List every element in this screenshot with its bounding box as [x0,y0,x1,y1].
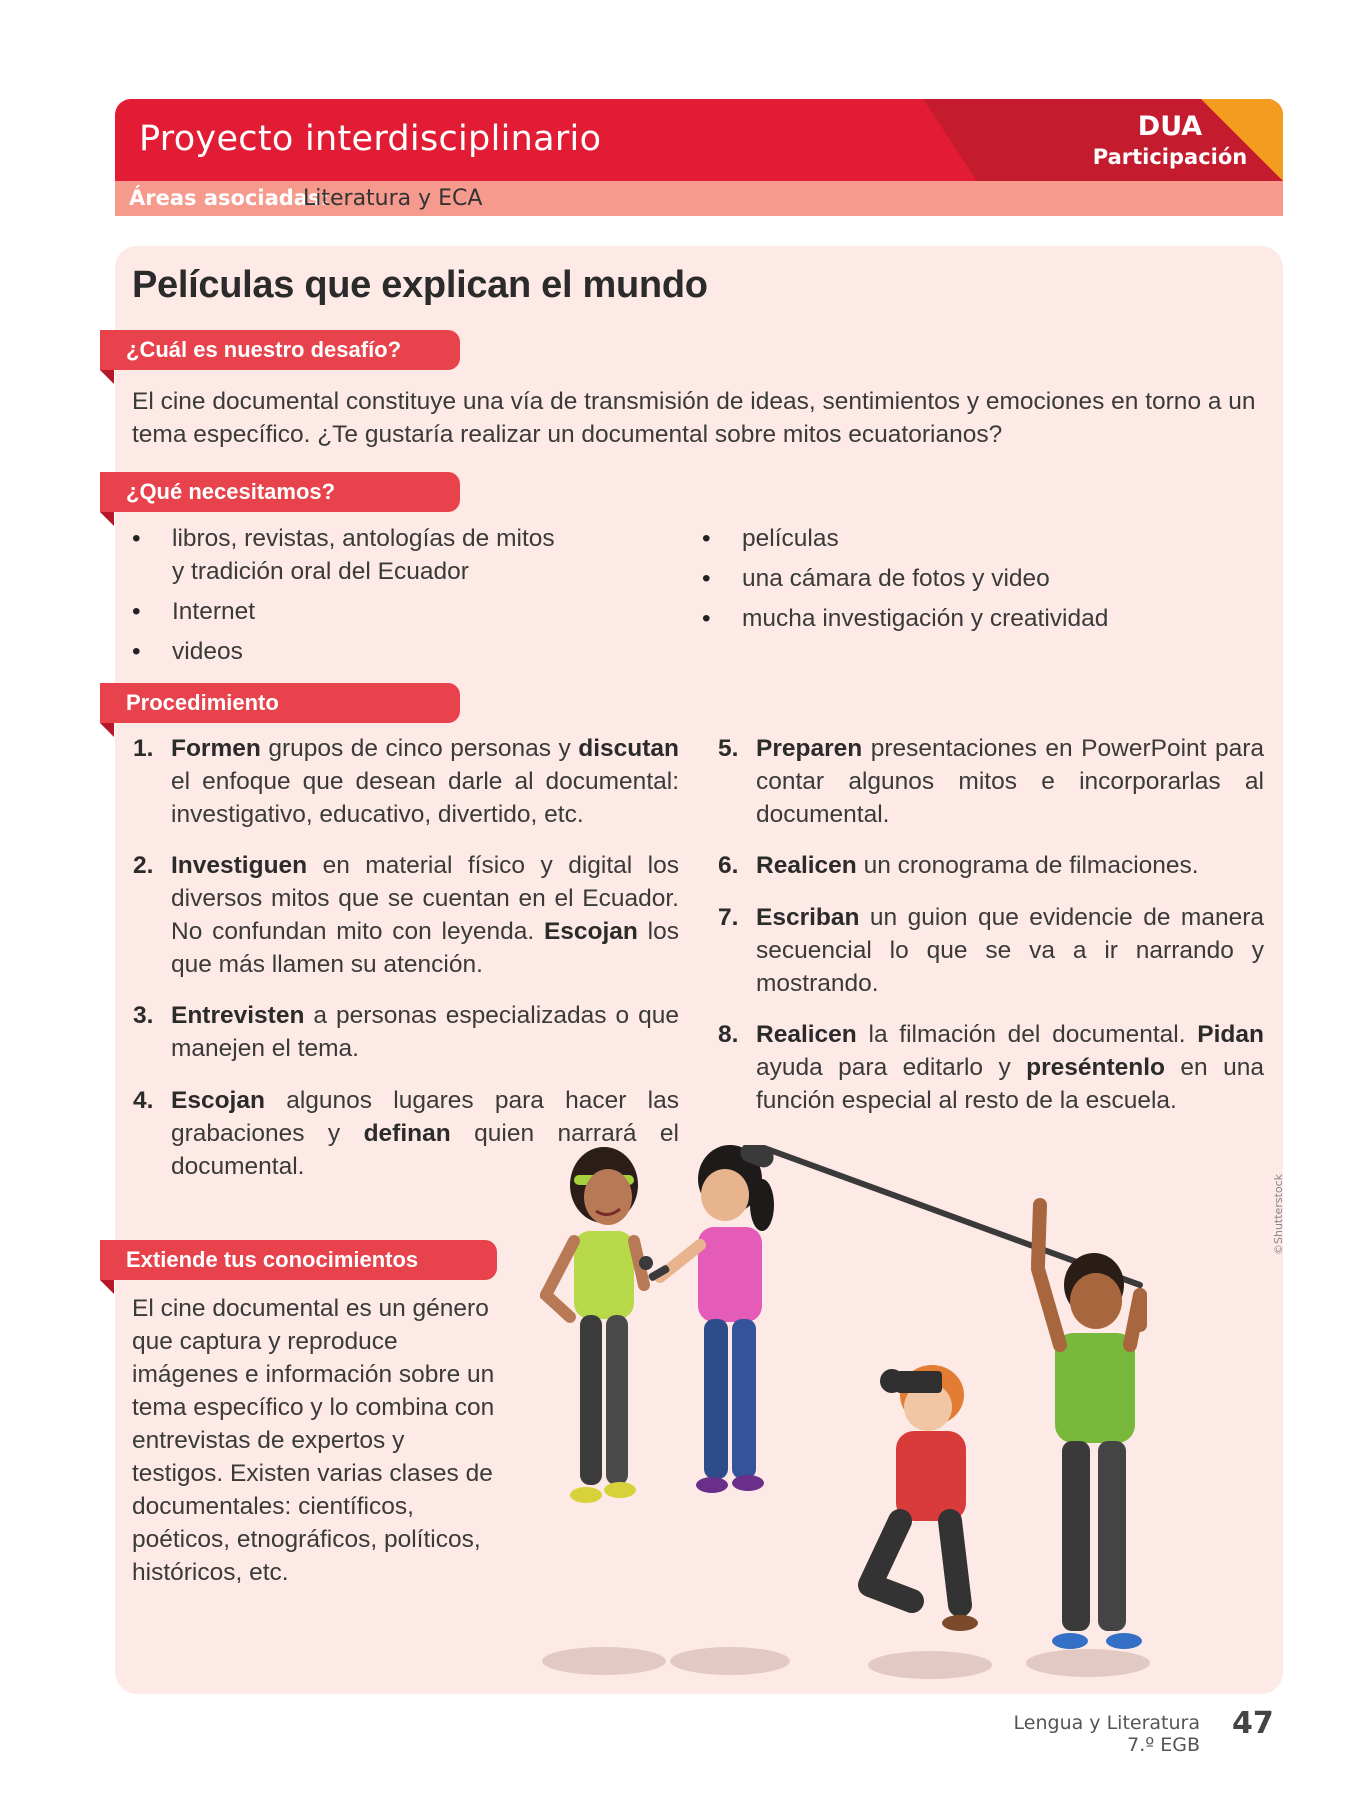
procedure-step-1 [133,732,679,831]
step-text: algunos lugares para hacer las grabaciones y [171,1087,679,1147]
page-number: 47 [1232,1706,1274,1741]
step-number: 2. [133,852,154,879]
step-verb: preséntenlo [1026,1054,1165,1081]
girl-figure-icon [546,1147,644,1503]
step-verb: Realicen [756,852,857,879]
list-item: • Internet [132,595,572,628]
step-text: los que más llamen su atención. [171,918,679,978]
list-item: • películas [702,522,1222,555]
list-item: • libros, revistas, antologías de mitos y tradición oral del Ecuador [132,522,572,588]
challenge-text: El cine documental constituye una vía de transmisión de ideas, sentimientos y emociones en torno a un tema específico. ¿Te gustaría realizar un documental sobre mitos ecuatorianos? [132,388,1256,448]
step-verb: discutan [578,735,679,762]
list-item: • una cámara de fotos y video [702,562,1222,595]
step-verb: Investiguen [171,852,308,879]
step-verb: Escriban [756,904,860,931]
step-verb: Escojan [171,1087,265,1114]
image-credit: ©Shutterstock [1272,1173,1285,1255]
step-number: 3. [133,1002,154,1029]
section-heading-extend: Extiende tus conocimientos [100,1240,497,1280]
footer-subject-name: Lengua y Literatura [1013,1712,1200,1734]
areas-label: Áreas asociadas: [129,186,329,210]
step-verb: Pidan [1197,1021,1264,1048]
areas-value: Literatura y ECA [303,186,483,211]
step-text: la filmación del documental. [856,1021,1198,1048]
reporter-girl-figure-icon [639,1145,774,1493]
step-text: en una función especial al resto de la escuela. [756,1054,1264,1114]
step-number: 5. [718,735,739,762]
step-verb: definan [363,1120,451,1147]
kids-filming-illustration [540,1145,1270,1700]
list-item: • videos [132,635,572,668]
dua-subtitle: Participación [1092,145,1248,169]
step-text: ayuda para editarlo y [756,1054,1027,1081]
procedure-step-7 [718,901,1264,1000]
step-text: a personas especializadas o que manejen el tema. [171,1002,679,1062]
procedure-step-5 [718,732,1264,831]
dua-title: DUA [1137,111,1203,142]
section-heading-needs: ¿Qué necesitamos? [100,472,460,512]
step-number: 1. [133,735,154,762]
step-text: en material físico y digital los diversos mitos que se cuentan en el Ecuador. No confundan mito con leyenda. [171,852,679,945]
list-item: • mucha investigación y creatividad [702,602,1222,635]
step-verb: Realicen [756,1021,857,1048]
needs-list-left [132,522,572,675]
header-band [115,99,1283,181]
step-number: 7. [718,904,739,931]
procedure-step-3 [133,999,679,1065]
associated-areas-bar [115,181,1283,216]
extend-text: El cine documental es un género que captura y reproduce imágenes e información sobre un tema específico y lo combina con entrevistas de expertos y testigos. Existen varias clases de documentales: científicos, poéticos, etnográficos, políticos, históricos, etc. [132,1295,495,1586]
step-text: el enfoque que desean darle al documental: investigativo, educativo, divertido, etc. [171,768,679,828]
section-heading-challenge: ¿Cuál es nuestro desafío? [100,330,460,370]
procedure-step-8 [718,1018,1264,1117]
step-verb: Escojan [543,918,638,945]
footer-grade: 7.º EGB [1127,1734,1200,1756]
procedure-step-6 [718,849,1264,882]
step-number: 8. [718,1021,739,1048]
step-number: 6. [718,852,739,879]
step-text: grupos de cinco personas y [260,735,579,762]
procedure-step-2 [133,849,679,981]
step-number: 4. [133,1087,154,1114]
camera-boy-figure-icon [870,1365,978,1631]
needs-list-right [702,522,1222,642]
section-heading-procedure: Procedimiento [100,683,460,723]
step-verb: Entrevisten [171,1002,305,1029]
step-text: presentaciones en PowerPoint para contar algunos mitos e incorporarlas al documental. [756,735,1264,828]
footer-subject [1014,1712,1200,1756]
step-verb: Formen [171,735,261,762]
step-text: quien narrará el documental. [171,1120,679,1180]
step-verb: Preparen [756,735,863,762]
step-text: un guion que evidencie de manera secuencial lo que se va a ir narrando y mostrando. [756,904,1264,997]
page-title: Películas que explican el mundo [132,264,708,306]
step-text: un cronograma de filmaciones. [856,852,1199,879]
header-title: Proyecto interdisciplinario [139,119,602,159]
